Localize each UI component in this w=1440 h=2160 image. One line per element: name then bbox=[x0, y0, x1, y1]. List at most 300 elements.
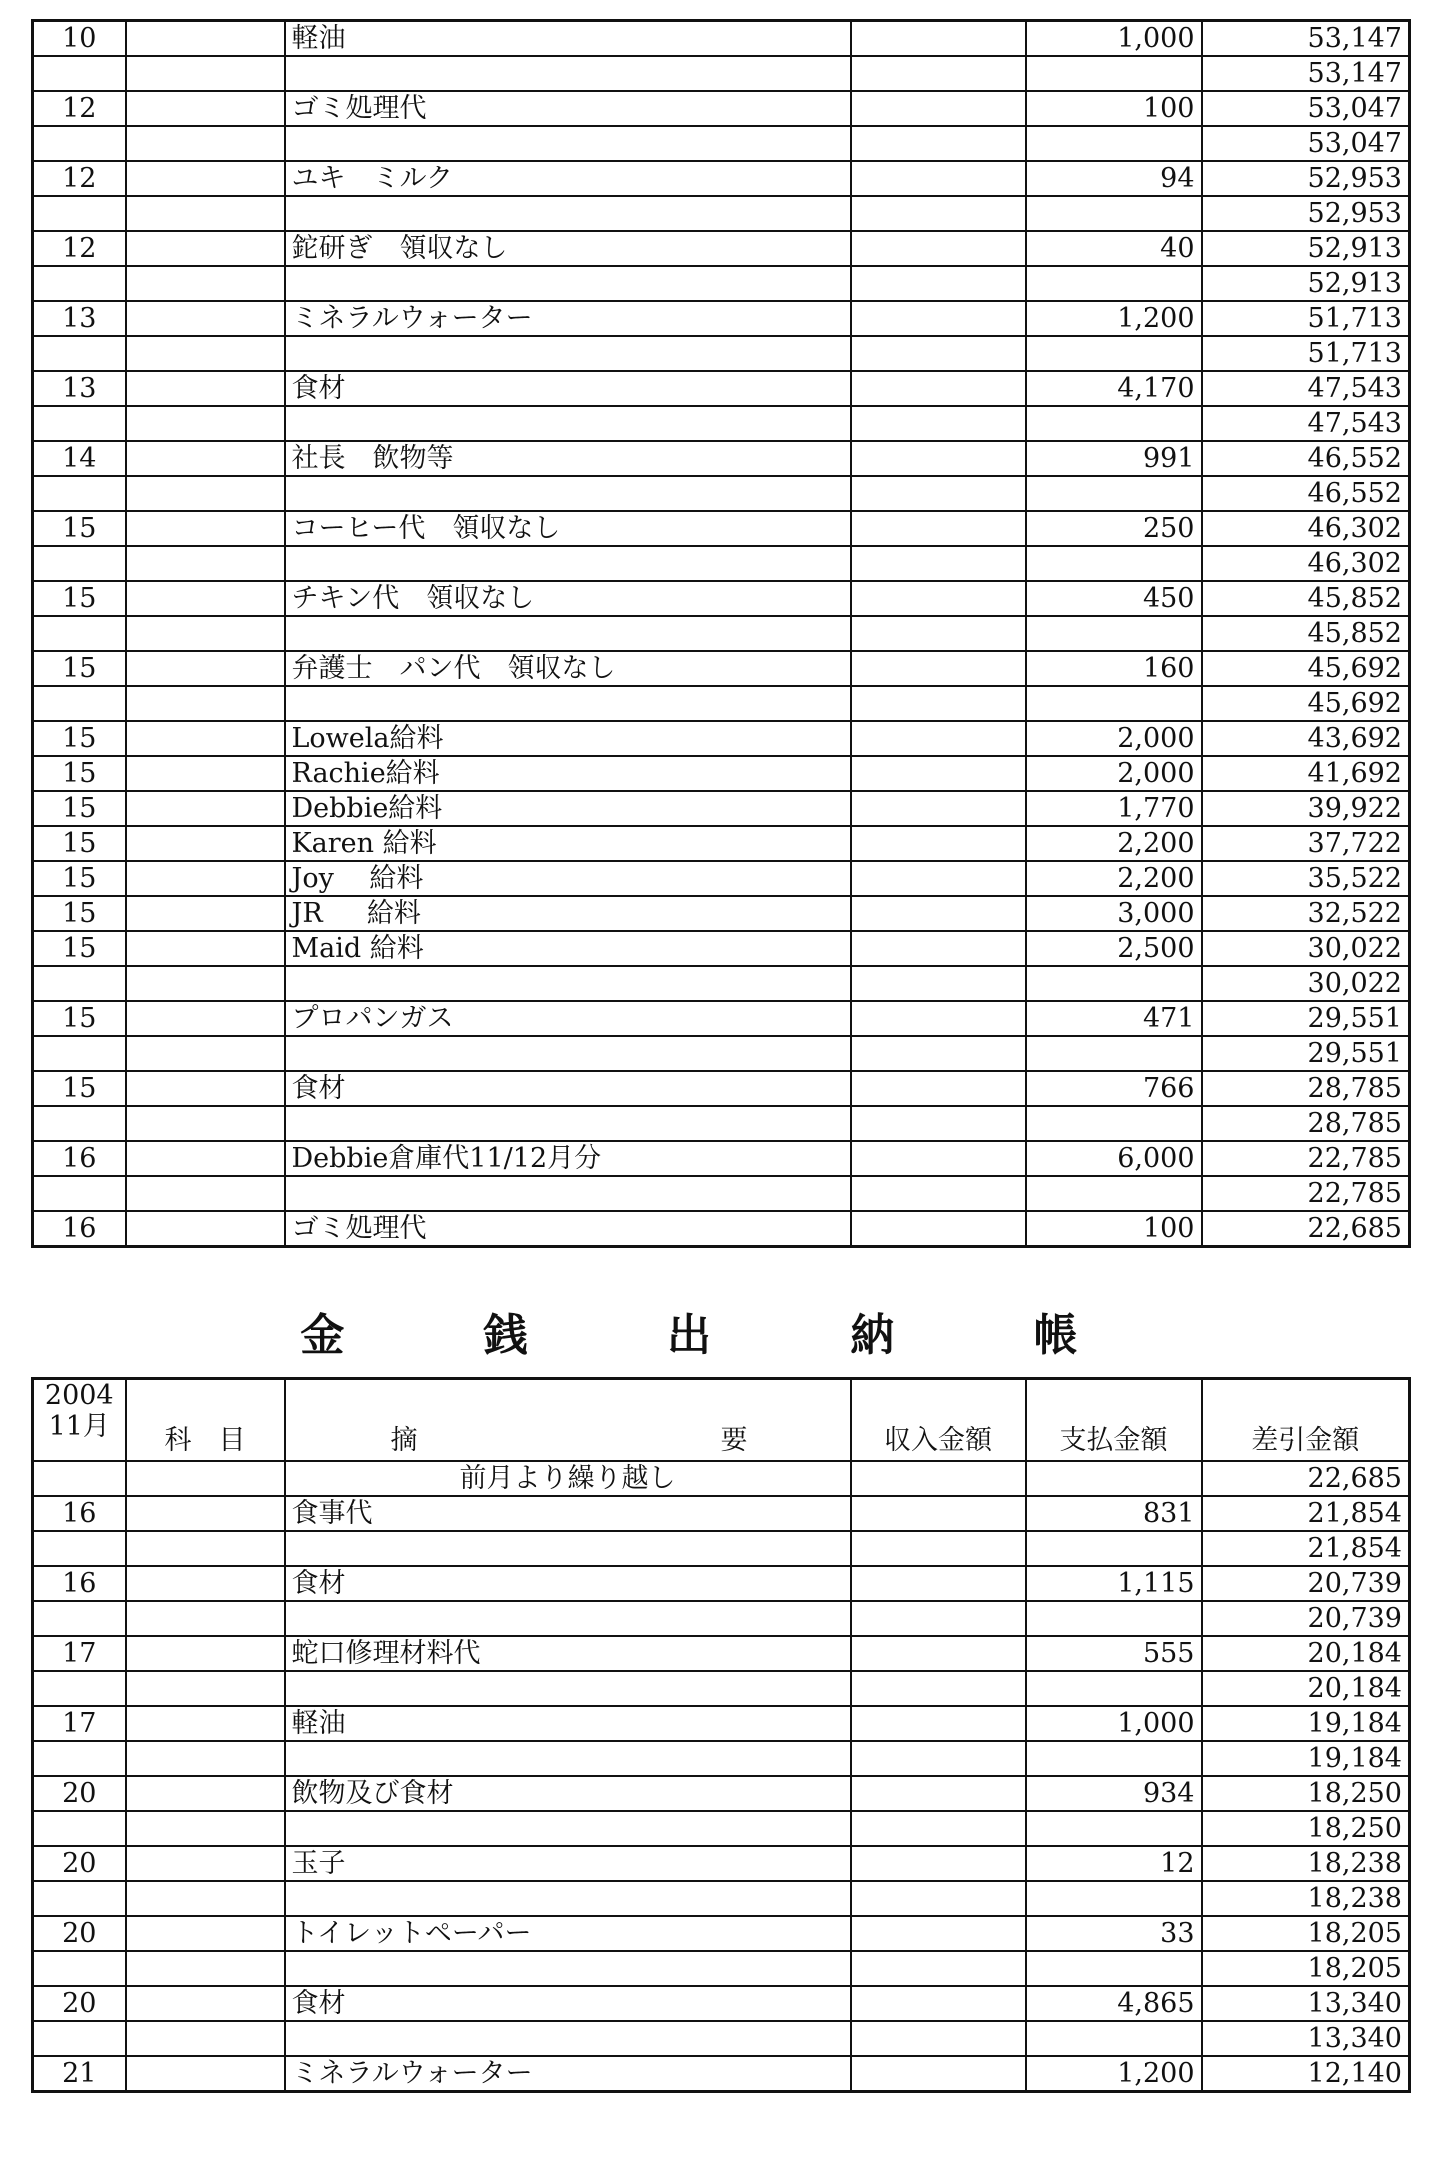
subject-cell bbox=[126, 2056, 285, 2092]
payment-cell: 6,000 bbox=[1026, 1141, 1202, 1176]
table-row bbox=[33, 1496, 1410, 1531]
income-cell bbox=[851, 1036, 1026, 1071]
payment-cell bbox=[1026, 336, 1202, 371]
balance-cell: 20,739 bbox=[1202, 1601, 1410, 1636]
day-cell: 15 bbox=[33, 756, 126, 791]
balance-cell: 53,047 bbox=[1202, 126, 1410, 161]
payment-cell bbox=[1026, 1036, 1202, 1071]
table-row bbox=[33, 896, 1410, 931]
payment-cell: 555 bbox=[1026, 1636, 1202, 1671]
day-cell: 21 bbox=[33, 2056, 126, 2092]
balance-cell: 52,953 bbox=[1202, 161, 1410, 196]
balance-cell: 18,250 bbox=[1202, 1776, 1410, 1811]
balance-cell: 45,692 bbox=[1202, 686, 1410, 721]
balance-cell: 53,147 bbox=[1202, 21, 1410, 57]
payment-cell: 1,000 bbox=[1026, 21, 1202, 57]
description-cell bbox=[285, 266, 851, 301]
table-row bbox=[33, 1706, 1410, 1741]
income-cell bbox=[851, 1811, 1026, 1846]
payment-cell bbox=[1026, 1461, 1202, 1496]
description-cell: 玉子 bbox=[285, 1846, 851, 1881]
day-cell bbox=[33, 126, 126, 161]
subject-cell bbox=[126, 1916, 285, 1951]
header-payment: 支払金額 bbox=[1026, 1379, 1202, 1462]
table-row bbox=[33, 511, 1410, 546]
subject-cell bbox=[126, 1846, 285, 1881]
balance-cell: 43,692 bbox=[1202, 721, 1410, 756]
subject-cell bbox=[126, 1036, 285, 1071]
balance-cell: 30,022 bbox=[1202, 966, 1410, 1001]
description-cell bbox=[285, 546, 851, 581]
income-cell bbox=[851, 196, 1026, 231]
subject-cell bbox=[126, 336, 285, 371]
description-cell: ユキ ミルク bbox=[285, 161, 851, 196]
income-cell bbox=[851, 1461, 1026, 1496]
day-cell bbox=[33, 1671, 126, 1706]
subject-cell bbox=[126, 301, 285, 336]
description-cell bbox=[285, 406, 851, 441]
day-cell: 15 bbox=[33, 861, 126, 896]
subject-cell bbox=[126, 1211, 285, 1247]
income-cell bbox=[851, 1881, 1026, 1916]
description-cell: JR 給料 bbox=[285, 896, 851, 931]
income-cell bbox=[851, 1671, 1026, 1706]
payment-cell: 2,000 bbox=[1026, 756, 1202, 791]
description-cell: 蛇口修理材料代 bbox=[285, 1636, 851, 1671]
day-cell bbox=[33, 406, 126, 441]
balance-cell: 28,785 bbox=[1202, 1071, 1410, 1106]
table-row bbox=[33, 56, 1410, 91]
payment-cell: 3,000 bbox=[1026, 896, 1202, 931]
payment-cell bbox=[1026, 56, 1202, 91]
subject-cell bbox=[126, 511, 285, 546]
day-cell bbox=[33, 686, 126, 721]
description-cell: Maid 給料 bbox=[285, 931, 851, 966]
table-row bbox=[33, 161, 1410, 196]
description-cell: トイレットペーパー bbox=[285, 1916, 851, 1951]
description-cell: 軽油 bbox=[285, 1706, 851, 1741]
balance-cell: 19,184 bbox=[1202, 1706, 1410, 1741]
balance-cell: 18,238 bbox=[1202, 1881, 1410, 1916]
subject-cell bbox=[126, 441, 285, 476]
day-cell: 15 bbox=[33, 511, 126, 546]
subject-cell bbox=[126, 91, 285, 126]
table-row bbox=[33, 1176, 1410, 1211]
subject-cell bbox=[126, 756, 285, 791]
subject-cell bbox=[126, 476, 285, 511]
payment-cell: 2,500 bbox=[1026, 931, 1202, 966]
table-row bbox=[33, 791, 1410, 826]
balance-cell: 35,522 bbox=[1202, 861, 1410, 896]
income-cell bbox=[851, 371, 1026, 406]
payment-cell: 2,200 bbox=[1026, 826, 1202, 861]
table-row bbox=[33, 441, 1410, 476]
subject-cell bbox=[126, 1811, 285, 1846]
payment-cell bbox=[1026, 1951, 1202, 1986]
table-row bbox=[33, 721, 1410, 756]
carry-over-label: 前月より繰り越し bbox=[285, 1461, 851, 1496]
income-cell bbox=[851, 2056, 1026, 2092]
income-cell bbox=[851, 1071, 1026, 1106]
day-cell: 15 bbox=[33, 581, 126, 616]
day-cell: 15 bbox=[33, 651, 126, 686]
day-cell: 10 bbox=[33, 21, 126, 57]
balance-cell: 46,552 bbox=[1202, 476, 1410, 511]
table-row bbox=[33, 91, 1410, 126]
day-cell: 15 bbox=[33, 721, 126, 756]
subject-cell bbox=[126, 966, 285, 1001]
description-cell: ミネラルウォーター bbox=[285, 2056, 851, 2092]
balance-cell: 28,785 bbox=[1202, 1106, 1410, 1141]
income-cell bbox=[851, 616, 1026, 651]
subject-cell bbox=[126, 1706, 285, 1741]
day-cell: 20 bbox=[33, 1776, 126, 1811]
day-cell bbox=[33, 1176, 126, 1211]
income-cell bbox=[851, 406, 1026, 441]
balance-cell: 18,205 bbox=[1202, 1916, 1410, 1951]
income-cell bbox=[851, 126, 1026, 161]
description-cell: チキン代 領収なし bbox=[285, 581, 851, 616]
day-cell bbox=[33, 616, 126, 651]
day-cell: 17 bbox=[33, 1706, 126, 1741]
table-row bbox=[33, 231, 1410, 266]
income-cell bbox=[851, 966, 1026, 1001]
day-cell bbox=[33, 196, 126, 231]
balance-cell: 20,739 bbox=[1202, 1566, 1410, 1601]
balance-cell: 18,205 bbox=[1202, 1951, 1410, 1986]
income-cell bbox=[851, 2021, 1026, 2056]
income-cell bbox=[851, 686, 1026, 721]
balance-cell: 41,692 bbox=[1202, 756, 1410, 791]
ledger-body-top bbox=[33, 21, 1410, 1247]
payment-cell bbox=[1026, 1601, 1202, 1636]
income-cell bbox=[851, 231, 1026, 266]
balance-cell: 53,147 bbox=[1202, 56, 1410, 91]
subject-cell bbox=[126, 686, 285, 721]
description-cell bbox=[285, 1601, 851, 1636]
description-cell: ゴミ処理代 bbox=[285, 1211, 851, 1247]
payment-cell bbox=[1026, 966, 1202, 1001]
table-row bbox=[33, 1846, 1410, 1881]
day-cell: 16 bbox=[33, 1211, 126, 1247]
balance-cell: 52,913 bbox=[1202, 231, 1410, 266]
day-cell: 16 bbox=[33, 1496, 126, 1531]
payment-cell: 40 bbox=[1026, 231, 1202, 266]
subject-cell bbox=[126, 21, 285, 57]
income-cell bbox=[851, 1141, 1026, 1176]
day-cell bbox=[33, 476, 126, 511]
description-cell: 食材 bbox=[285, 1986, 851, 2021]
income-cell bbox=[851, 1211, 1026, 1247]
description-cell bbox=[285, 1036, 851, 1071]
balance-cell: 52,913 bbox=[1202, 266, 1410, 301]
balance-cell: 46,302 bbox=[1202, 546, 1410, 581]
header-desc-right: 要 bbox=[720, 1425, 748, 1456]
payment-cell bbox=[1026, 546, 1202, 581]
description-cell: 飲物及び食材 bbox=[285, 1776, 851, 1811]
balance-cell: 37,722 bbox=[1202, 826, 1410, 861]
table-row bbox=[33, 1671, 1410, 1706]
subject-cell bbox=[126, 1986, 285, 2021]
table-row bbox=[33, 1106, 1410, 1141]
table-row bbox=[33, 546, 1410, 581]
balance-cell: 45,852 bbox=[1202, 616, 1410, 651]
subject-cell bbox=[126, 861, 285, 896]
payment-cell bbox=[1026, 686, 1202, 721]
balance-cell: 32,522 bbox=[1202, 896, 1410, 931]
header-income: 収入金額 bbox=[851, 1379, 1026, 1462]
day-cell: 15 bbox=[33, 896, 126, 931]
balance-cell: 22,685 bbox=[1202, 1211, 1410, 1247]
description-cell: 食材 bbox=[285, 371, 851, 406]
description-cell bbox=[285, 966, 851, 1001]
income-cell bbox=[851, 21, 1026, 57]
header-balance: 差引金額 bbox=[1202, 1379, 1410, 1462]
day-cell bbox=[33, 2021, 126, 2056]
income-cell bbox=[851, 336, 1026, 371]
payment-cell: 33 bbox=[1026, 1916, 1202, 1951]
income-cell bbox=[851, 1706, 1026, 1741]
payment-cell: 100 bbox=[1026, 1211, 1202, 1247]
table-row bbox=[33, 1071, 1410, 1106]
description-cell bbox=[285, 126, 851, 161]
ledger-body-bottom bbox=[33, 1379, 1410, 2092]
description-cell: Karen 給料 bbox=[285, 826, 851, 861]
subject-cell bbox=[126, 1776, 285, 1811]
balance-cell: 51,713 bbox=[1202, 336, 1410, 371]
header-month: 11月 bbox=[48, 1411, 110, 1442]
table-row bbox=[33, 1211, 1410, 1247]
description-cell: Joy 給料 bbox=[285, 861, 851, 896]
table-row bbox=[33, 21, 1410, 57]
balance-cell: 52,953 bbox=[1202, 196, 1410, 231]
header-subject: 科 目 bbox=[126, 1379, 285, 1462]
balance-cell: 13,340 bbox=[1202, 1986, 1410, 2021]
description-cell: Debbie倉庫代11/12月分 bbox=[285, 1141, 851, 1176]
balance-cell: 29,551 bbox=[1202, 1001, 1410, 1036]
day-cell bbox=[33, 266, 126, 301]
ledger-table-bottom bbox=[31, 1377, 1411, 2093]
subject-cell bbox=[126, 1176, 285, 1211]
subject-cell bbox=[126, 1001, 285, 1036]
description-cell: 鉈研ぎ 領収なし bbox=[285, 231, 851, 266]
table-row bbox=[33, 756, 1410, 791]
day-cell bbox=[33, 1036, 126, 1071]
day-cell bbox=[33, 1461, 126, 1496]
table-row bbox=[33, 1951, 1410, 1986]
table-row bbox=[33, 476, 1410, 511]
income-cell bbox=[851, 1741, 1026, 1776]
description-cell bbox=[285, 336, 851, 371]
payment-cell: 471 bbox=[1026, 1001, 1202, 1036]
income-cell bbox=[851, 1176, 1026, 1211]
payment-cell: 2,000 bbox=[1026, 721, 1202, 756]
carry-over-row bbox=[33, 1461, 1410, 1496]
subject-cell bbox=[126, 546, 285, 581]
income-cell bbox=[851, 1531, 1026, 1566]
table-row bbox=[33, 1531, 1410, 1566]
ledger-table-top bbox=[31, 19, 1411, 1248]
subject-cell bbox=[126, 1566, 285, 1601]
header-year: 2004 bbox=[44, 1380, 114, 1411]
balance-cell: 39,922 bbox=[1202, 791, 1410, 826]
income-cell bbox=[851, 441, 1026, 476]
income-cell bbox=[851, 301, 1026, 336]
payment-cell bbox=[1026, 1811, 1202, 1846]
balance-cell: 21,854 bbox=[1202, 1531, 1410, 1566]
subject-cell bbox=[126, 1141, 285, 1176]
table-row bbox=[33, 336, 1410, 371]
payment-cell bbox=[1026, 196, 1202, 231]
table-row bbox=[33, 371, 1410, 406]
payment-cell: 1,000 bbox=[1026, 1706, 1202, 1741]
table-row bbox=[33, 686, 1410, 721]
subject-cell bbox=[126, 721, 285, 756]
day-cell: 17 bbox=[33, 1636, 126, 1671]
subject-cell bbox=[126, 1601, 285, 1636]
table-row bbox=[33, 1986, 1410, 2021]
payment-cell: 12 bbox=[1026, 1846, 1202, 1881]
payment-cell: 2,200 bbox=[1026, 861, 1202, 896]
table-row bbox=[33, 1881, 1410, 1916]
description-cell bbox=[285, 196, 851, 231]
balance-cell: 46,302 bbox=[1202, 511, 1410, 546]
payment-cell: 100 bbox=[1026, 91, 1202, 126]
subject-cell bbox=[126, 1106, 285, 1141]
subject-cell bbox=[126, 1741, 285, 1776]
header-desc-left: 摘 bbox=[390, 1425, 418, 1456]
header-date-cell bbox=[33, 1379, 126, 1462]
day-cell: 13 bbox=[33, 301, 126, 336]
table-row bbox=[33, 1141, 1410, 1176]
day-cell bbox=[33, 1531, 126, 1566]
description-cell bbox=[285, 1671, 851, 1706]
payment-cell: 94 bbox=[1026, 161, 1202, 196]
income-cell bbox=[851, 1636, 1026, 1671]
ledger-header-row bbox=[33, 1379, 1410, 1462]
balance-cell: 30,022 bbox=[1202, 931, 1410, 966]
payment-cell bbox=[1026, 1106, 1202, 1141]
payment-cell bbox=[1026, 1881, 1202, 1916]
subject-cell bbox=[126, 581, 285, 616]
description-cell: 弁護士 パン代 領収なし bbox=[285, 651, 851, 686]
description-cell bbox=[285, 56, 851, 91]
day-cell: 13 bbox=[33, 371, 126, 406]
subject-cell bbox=[126, 1461, 285, 1496]
day-cell: 20 bbox=[33, 1846, 126, 1881]
income-cell bbox=[851, 896, 1026, 931]
subject-cell bbox=[126, 931, 285, 966]
balance-cell: 29,551 bbox=[1202, 1036, 1410, 1071]
payment-cell: 450 bbox=[1026, 581, 1202, 616]
payment-cell bbox=[1026, 1531, 1202, 1566]
balance-cell: 20,184 bbox=[1202, 1671, 1410, 1706]
subject-cell bbox=[126, 371, 285, 406]
table-row bbox=[33, 406, 1410, 441]
balance-cell: 18,238 bbox=[1202, 1846, 1410, 1881]
description-cell bbox=[285, 1741, 851, 1776]
payment-cell bbox=[1026, 2021, 1202, 2056]
description-cell: コーヒー代 領収なし bbox=[285, 511, 851, 546]
subject-cell bbox=[126, 266, 285, 301]
table-row bbox=[33, 126, 1410, 161]
day-cell bbox=[33, 1881, 126, 1916]
subject-cell bbox=[126, 1951, 285, 1986]
payment-cell: 160 bbox=[1026, 651, 1202, 686]
payment-cell: 1,770 bbox=[1026, 791, 1202, 826]
payment-cell bbox=[1026, 1176, 1202, 1211]
day-cell: 20 bbox=[33, 1986, 126, 2021]
ledger-title: 金 銭 出 納 帳 bbox=[300, 1310, 1140, 1361]
income-cell bbox=[851, 721, 1026, 756]
table-row bbox=[33, 1741, 1410, 1776]
balance-cell: 47,543 bbox=[1202, 371, 1410, 406]
payment-cell: 934 bbox=[1026, 1776, 1202, 1811]
description-cell bbox=[285, 1811, 851, 1846]
payment-cell bbox=[1026, 1671, 1202, 1706]
table-row bbox=[33, 1776, 1410, 1811]
income-cell bbox=[851, 1846, 1026, 1881]
balance-cell: 12,140 bbox=[1202, 2056, 1410, 2092]
subject-cell bbox=[126, 1636, 285, 1671]
payment-cell: 1,200 bbox=[1026, 2056, 1202, 2092]
table-row bbox=[33, 2021, 1410, 2056]
table-row bbox=[33, 266, 1410, 301]
description-cell bbox=[285, 476, 851, 511]
carry-over-balance: 22,685 bbox=[1202, 1461, 1410, 1496]
description-cell bbox=[285, 1106, 851, 1141]
day-cell: 15 bbox=[33, 1071, 126, 1106]
table-row bbox=[33, 616, 1410, 651]
payment-cell bbox=[1026, 126, 1202, 161]
payment-cell bbox=[1026, 476, 1202, 511]
income-cell bbox=[851, 791, 1026, 826]
subject-cell bbox=[126, 196, 285, 231]
payment-cell: 991 bbox=[1026, 441, 1202, 476]
description-cell: ゴミ処理代 bbox=[285, 91, 851, 126]
payment-cell: 250 bbox=[1026, 511, 1202, 546]
description-cell: プロパンガス bbox=[285, 1001, 851, 1036]
balance-cell: 53,047 bbox=[1202, 91, 1410, 126]
day-cell: 15 bbox=[33, 1001, 126, 1036]
day-cell: 16 bbox=[33, 1566, 126, 1601]
header-description-cell bbox=[285, 1379, 851, 1462]
balance-cell: 21,854 bbox=[1202, 1496, 1410, 1531]
subject-cell bbox=[126, 1496, 285, 1531]
subject-cell bbox=[126, 791, 285, 826]
table-row bbox=[33, 931, 1410, 966]
subject-cell bbox=[126, 896, 285, 931]
table-row bbox=[33, 1001, 1410, 1036]
description-cell: 食材 bbox=[285, 1071, 851, 1106]
day-cell bbox=[33, 546, 126, 581]
income-cell bbox=[851, 56, 1026, 91]
day-cell bbox=[33, 1106, 126, 1141]
income-cell bbox=[851, 161, 1026, 196]
subject-cell bbox=[126, 616, 285, 651]
income-cell bbox=[851, 1916, 1026, 1951]
day-cell: 12 bbox=[33, 231, 126, 266]
day-cell: 15 bbox=[33, 931, 126, 966]
income-cell bbox=[851, 91, 1026, 126]
subject-cell bbox=[126, 651, 285, 686]
income-cell bbox=[851, 931, 1026, 966]
day-cell: 20 bbox=[33, 1916, 126, 1951]
day-cell bbox=[33, 1811, 126, 1846]
payment-cell: 831 bbox=[1026, 1496, 1202, 1531]
day-cell: 12 bbox=[33, 91, 126, 126]
subject-cell bbox=[126, 161, 285, 196]
